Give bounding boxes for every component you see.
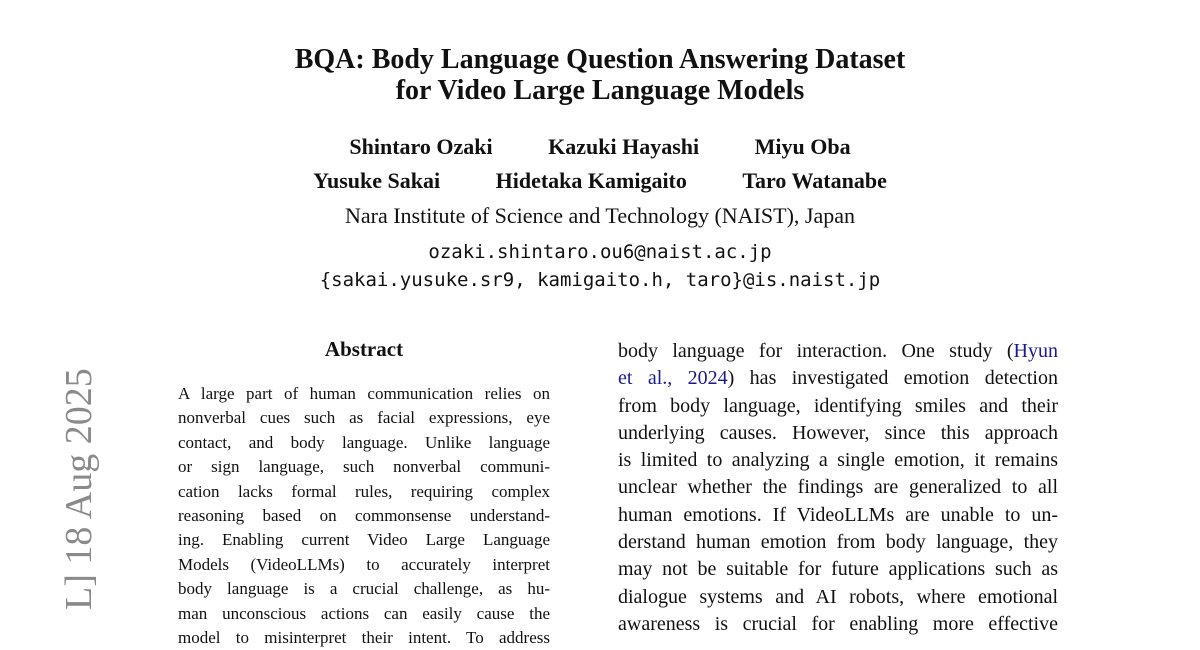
intro-line: derstand human emotion from body language, they (618, 531, 1058, 554)
author-name: Hidetaka Kamigaito (495, 168, 687, 193)
abstract-line: A large part of human communication relies on (178, 384, 550, 403)
author-name: Kazuki Hayashi (548, 134, 700, 159)
abstract-line: nonverbal cues such as facial expressions, eye (178, 408, 550, 428)
intro-line: dialogue systems and AI robots, where emotional (618, 585, 1058, 608)
abstract-line: Models (VideoLLMs) to accurately interpret (178, 554, 550, 574)
citation-link[interactable]: et al., 2024 (618, 367, 728, 390)
intro-line: underlying causes. However, since this approach (618, 421, 1058, 444)
intro-line: from body language, identifying smiles and their (618, 394, 1058, 417)
affiliation: Nara Institute of Science and Technology (NAIST), Japan (344, 203, 855, 228)
author-name: Shintaro Ozaki (349, 134, 493, 159)
author-name: Taro Watanabe (742, 168, 887, 193)
abstract-line: model to misinterpret their intent. To address (178, 628, 550, 648)
title-line-2: for Video Large Language Models (395, 75, 805, 106)
author-row-1 (0, 134, 1200, 160)
intro-text: body language for interaction. One study ( (618, 340, 1014, 362)
intro-body (618, 338, 1058, 638)
abstract-line: or sign language, such nonverbal communi- (178, 457, 550, 477)
abstract-body (178, 382, 550, 650)
title-line-1: BQA: Body Language Question Answering Dataset (294, 44, 906, 75)
intro-line (618, 338, 1058, 365)
email-primary: ozaki.shintaro.ou6@naist.ac.jp (428, 241, 772, 263)
author-name: Yusuke Sakai (313, 168, 441, 193)
abstract-line: reasoning based on commonsense understand- (178, 506, 550, 526)
arxiv-stamp: L] 18 Aug 2025 (58, 368, 100, 610)
intro-line: human emotions. If VideoLLMs are unable to un- (618, 503, 1058, 526)
intro-text: ) has investigated emotion detection (727, 367, 1058, 390)
email-group: {sakai.yusuke.sr9, kamigaito.h, taro}@is.naist.jp (319, 269, 881, 291)
intro-line: is limited to analyzing a single emotion, it remains (618, 449, 1058, 472)
intro-line (618, 365, 1058, 392)
author-name: Miyu Oba (754, 134, 851, 159)
abstract-line: body language is a crucial challenge, as hu- (178, 579, 550, 599)
intro-line: unclear whether the findings are generalized to all (618, 476, 1058, 499)
abstract-line: cation lacks formal rules, requiring complex (178, 481, 550, 501)
abstract-heading: Abstract (324, 337, 404, 361)
author-row-2 (0, 168, 1200, 194)
intro-line: awareness is crucial for enabling more effective (618, 612, 1058, 635)
abstract-line: ing. Enabling current Video Large Language (178, 530, 550, 550)
abstract-line: contact, and body language. Unlike language (178, 432, 550, 452)
abstract-line: man unconscious actions can easily cause the (178, 603, 550, 623)
citation-link[interactable]: Hyun (1013, 340, 1058, 362)
paper-title (0, 44, 1200, 106)
intro-line: may not be suitable for future applications such as (618, 558, 1058, 581)
